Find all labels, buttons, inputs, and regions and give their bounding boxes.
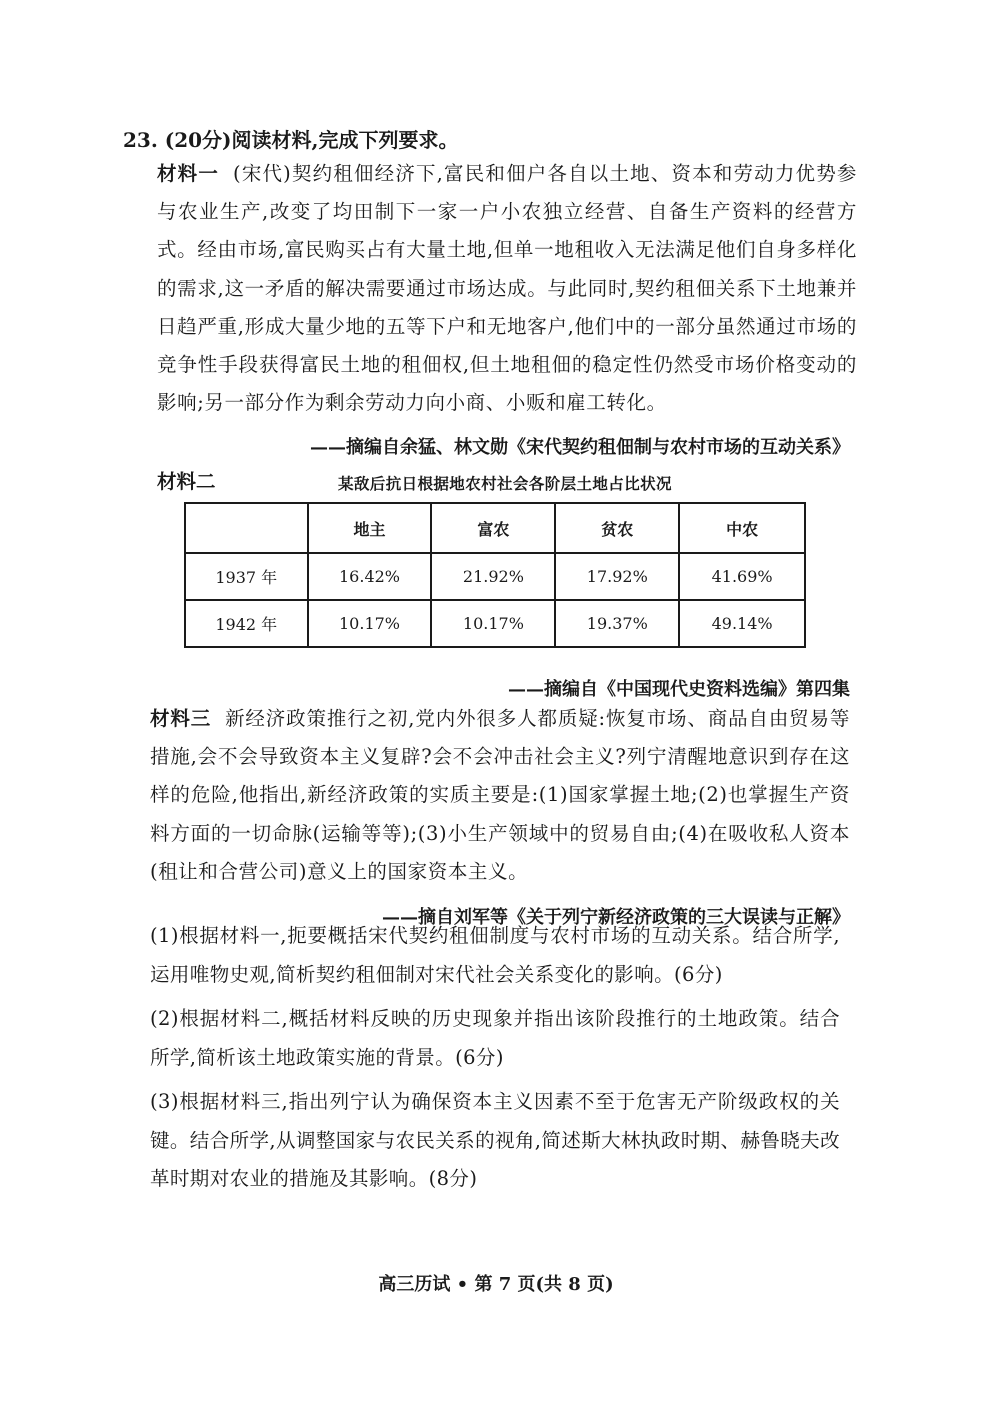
table-header-cell <box>185 503 308 553</box>
material2-source: ——摘编自《中国现代史资料选编》第四集 <box>508 679 850 700</box>
page-footer: 高三历试 • 第 7 页(共 8 页) <box>378 1274 614 1295</box>
sub-question-2: (2)根据材料二,概括材料反映的历史现象并指出该阶段推行的土地政策。结合所学,简析该土地政策实施的背景。(6分) <box>150 1007 840 1069</box>
material1-text: (宋代)契约租佃经济下,富民和佃户各自以土地、资本和劳动力优势参与农业生产,改变了均田制下一家一户小农独立经营、自备生产资料的经营方式。经由市场,富民购买占有大量土地,但单一地租收入无法满足他们自身多样化的需求,这一矛盾的解决需要通过市场达成。与此同时,契约租佃关系下土地兼并日趋严重,形成大量少地的五等下户和无地客户,他们中的一部分虽然通过市场的竞争性手段获得富民土地的租佃权,但土地租佃的稳定性仍然受市场价格变动的影响;另一部分作为剩余劳动力向小商、小贩和雇工转化。 <box>157 162 857 415</box>
table-cell: 10.17% <box>431 600 555 647</box>
table-cell: 16.42% <box>308 553 432 600</box>
table-header-cell: 富农 <box>431 503 555 553</box>
material1-block <box>157 155 857 422</box>
table-cell: 1937 年 <box>185 553 308 600</box>
material3-source: ——摘自刘军等《关于列宁新经济政策的三大误读与正解》 <box>382 907 850 928</box>
material3-text: 新经济政策推行之初,党内外很多人都质疑:恢复市场、商品自由贸易等措施,会不会导致资本主义复辟?会不会冲击社会主义?列宁清醒地意识到存在这样的危险,他指出,新经济政策的实质主要是:(1)国家掌握土地;(2)也掌握生产资料方面的一切命脉(运输等等);(3)小生产领域中的贸易自由;(4)在吸收私人资本(租让和合营公司)意义上的国家资本主义。 <box>150 707 850 883</box>
table-cell: 17.92% <box>555 553 679 600</box>
land-share-table <box>184 502 806 648</box>
table-header-cell: 地主 <box>308 503 432 553</box>
table-cell: 21.92% <box>431 553 555 600</box>
table-row <box>185 553 805 600</box>
material1-source: ——摘编自余猛、林文勋《宋代契约租佃制与农村市场的互动关系》 <box>310 437 850 458</box>
table-cell: 41.69% <box>679 553 805 600</box>
table-cell: 49.14% <box>679 600 805 647</box>
material3-block <box>150 700 850 891</box>
table-cell: 19.37% <box>555 600 679 647</box>
table-cell: 1942 年 <box>185 600 308 647</box>
table-header-cell: 贫农 <box>555 503 679 553</box>
table-header-cell: 中农 <box>679 503 805 553</box>
sub-question-3: (3)根据材料三,指出列宁认为确保资本主义因素不至于危害无产阶级政权的关键。结合所学,从调整国家与农民关系的视角,简述斯大林执政时期、赫鲁晓夫改革时期对农业的措施及其影响。(8分) <box>150 1090 840 1190</box>
material1-label: 材料一 <box>157 162 220 185</box>
table-row <box>185 600 805 647</box>
material2-label: 材料二 <box>157 470 216 493</box>
question-title: 23. (20分)阅读材料,完成下列要求。 <box>123 128 459 152</box>
material3-label: 材料三 <box>150 707 212 730</box>
material2-caption: 某敌后抗日根据地农村社会各阶层土地占比状况 <box>338 474 672 493</box>
table-header-row <box>185 503 805 553</box>
table-cell: 10.17% <box>308 600 432 647</box>
sub-question-1: (1)根据材料一,扼要概括宋代契约租佃制度与农村市场的互动关系。结合所学,运用唯物史观,简析契约租佃制对宋代社会关系变化的影响。(6分) <box>150 924 840 986</box>
